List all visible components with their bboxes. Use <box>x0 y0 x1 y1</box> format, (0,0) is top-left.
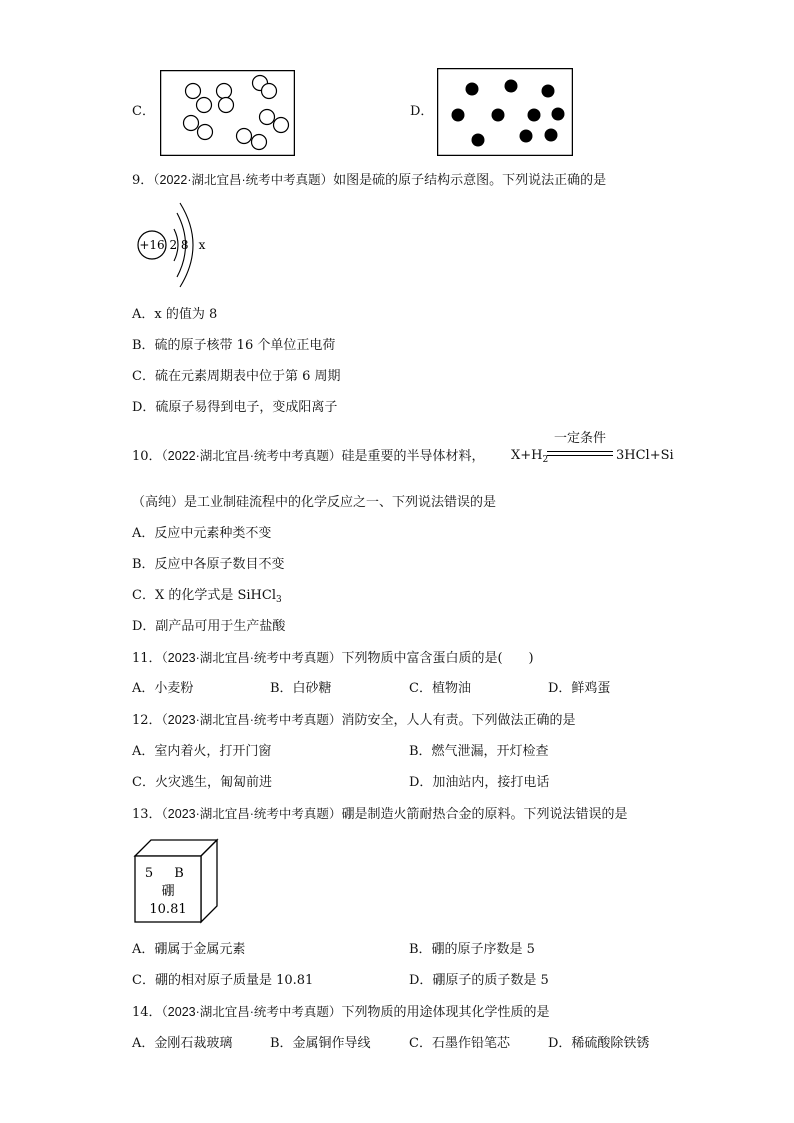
q10-equation-condition: 一定条件 <box>553 431 606 446</box>
q9-number: 9． <box>132 173 154 188</box>
q14-stem: 下列物质的用途体现其化学性质的是 <box>341 1005 550 1020</box>
sulfur-atom-structure-diagram <box>134 198 224 290</box>
particle-solid <box>520 130 533 143</box>
q10-equation-arrow-top <box>547 451 613 452</box>
q14-number: 14． <box>132 1005 162 1020</box>
q11-number: 11． <box>132 651 162 666</box>
q11-option-b: B．白砂糖 <box>270 681 332 696</box>
element-symbol: B <box>174 866 184 881</box>
boron-element-cube <box>133 838 219 924</box>
particle-hollow <box>184 116 199 131</box>
particle-solid <box>528 109 541 122</box>
particle-solid <box>542 85 555 98</box>
q10-option-b: B．反应中各原子数目不变 <box>132 557 285 572</box>
particle-hollow <box>217 84 232 99</box>
q11-option-c: C．植物油 <box>409 681 471 696</box>
q12-stem: 消防安全，人人有责。下列做法正确的是 <box>341 713 576 728</box>
q13-option-a: A．硼属于金属元素 <box>132 942 246 957</box>
particle-hollow <box>262 84 277 99</box>
q10-option-c: C．X 的化学式是 SiHCl$_3$ <box>132 588 282 605</box>
q11-option-a: A．小麦粉 <box>132 681 194 696</box>
q9-stem: 如图是硫的原子结构示意图。下列说法正确的是 <box>333 173 607 188</box>
q10-option-d: D．副产品可用于生产盐酸 <box>132 619 286 634</box>
particle-solid <box>452 109 465 122</box>
q13-stem: 硼是制造火箭耐热合金的原料。下列说法错误的是 <box>341 807 628 822</box>
particle-hollow <box>237 129 252 144</box>
q13-number: 13． <box>132 807 162 822</box>
atomic-mass: 10.81 <box>149 902 187 917</box>
q12-source: （2023·湖北宜昌·统考中考真题） <box>161 713 342 727</box>
particle-hollow <box>198 125 213 140</box>
nucleus-charge: +16 <box>139 238 165 252</box>
q13-option-b: B．硼的原子序数是 5 <box>409 942 535 957</box>
q9-option-a: A．x 的值为 8 <box>132 307 218 322</box>
q10-option-a: A．反应中元素种类不变 <box>132 526 272 541</box>
particle-solid <box>552 108 565 121</box>
particle-hollow <box>260 110 275 125</box>
q10-stem: 硅是重要的半导体材料， <box>341 449 485 464</box>
q13-option-d: D．硼原子的质子数是 5 <box>409 973 549 988</box>
particle-hollow <box>219 98 234 113</box>
q14-option-a: A．金刚石裁玻璃 <box>132 1036 233 1051</box>
q8-option-c-label: C． <box>132 104 155 119</box>
particle-solid <box>505 80 518 93</box>
q9-source: （2022·湖北宜昌·统考中考真题） <box>153 173 334 187</box>
q12-option-c: C．火灾逃生，匍匐前进 <box>132 775 272 790</box>
q14-option-d: D．稀硫酸除铁锈 <box>548 1036 650 1051</box>
particle-solid <box>545 129 558 142</box>
q12-line <box>132 712 575 729</box>
q11-stem: 下列物质中富含蛋白质的是( ) <box>341 651 534 666</box>
q14-line <box>132 1004 549 1021</box>
q14-option-b: B．金属铜作导线 <box>270 1036 371 1051</box>
particle-hollow <box>186 84 201 99</box>
q10-source: （2022·湖北宜昌·统考中考真题） <box>161 449 342 463</box>
q9-option-c: C．硫在元素周期表中位于第 6 周期 <box>132 369 341 384</box>
q14-option-c: C．石墨作铅笔芯 <box>409 1036 510 1051</box>
q11-source: （2023·湖北宜昌·统考中考真题） <box>161 651 342 665</box>
q9-option-b: B．硫的原子核带 16 个单位正电荷 <box>132 338 336 353</box>
atomic-number: 5 <box>144 866 154 881</box>
particle-solid <box>472 134 485 147</box>
particle-hollow <box>274 118 289 133</box>
q9-option-d: D．硫原子易得到电子，变成阳离子 <box>132 400 338 415</box>
q13-option-c: C．硼的相对原子质量是 10.81 <box>132 973 314 988</box>
q10-stem-continued: （高纯）是工业制硅流程中的化学反应之一、下列说法错误的是 <box>132 495 497 510</box>
particle-hollow <box>197 98 212 113</box>
particle-hollow <box>252 135 267 150</box>
q8-option-d-label: D． <box>410 104 434 119</box>
q13-source: （2023·湖北宜昌·统考中考真题） <box>161 807 342 821</box>
q13-line <box>132 806 627 823</box>
q10-equation-arrow-bottom <box>547 455 613 456</box>
particle-solid <box>466 83 479 96</box>
q11-option-d: D．鲜鸡蛋 <box>548 681 611 696</box>
q11-line <box>132 650 534 667</box>
q8-diagram-c <box>160 70 295 156</box>
particle-solid <box>492 109 505 122</box>
q12-number: 12． <box>132 713 162 728</box>
q10-equation-right: 3HCl+Si <box>616 448 674 463</box>
q10-number: 10． <box>132 449 162 464</box>
outer-shell-x: x <box>198 238 206 252</box>
q10-equation-left: $X+H_2$ <box>511 448 549 465</box>
q12-option-a: A．室内着火，打开门窗 <box>132 744 272 759</box>
q10-line <box>132 448 484 465</box>
element-name: 硼 <box>161 884 175 899</box>
shell-electrons: 2 8 <box>169 238 189 252</box>
q8-diagram-d <box>437 68 573 156</box>
q12-option-b: B．燃气泄漏，开灯检查 <box>409 744 549 759</box>
q9-line <box>132 172 606 189</box>
q14-source: （2023·湖北宜昌·统考中考真题） <box>161 1005 342 1019</box>
q12-option-d: D．加油站内，接打电话 <box>409 775 550 790</box>
